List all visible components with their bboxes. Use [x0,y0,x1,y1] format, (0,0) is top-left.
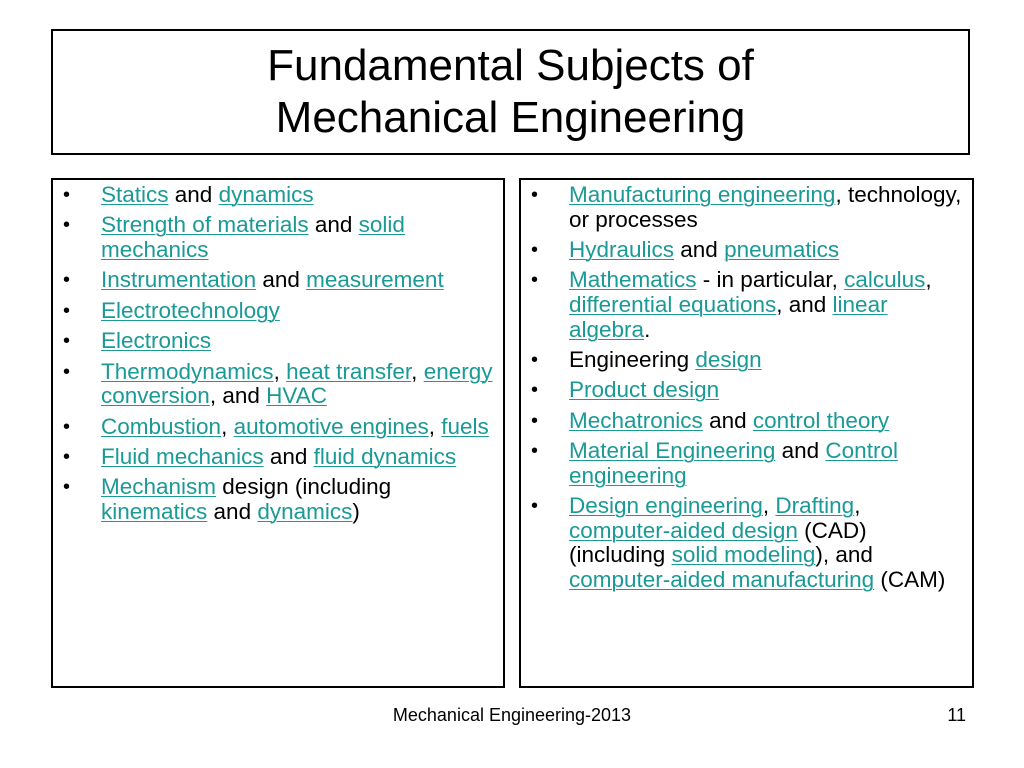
bullet-icon: • [63,214,71,237]
subject-text: , [925,267,932,293]
bullet-icon: • [63,269,71,292]
subject-list-item [53,415,503,440]
subject-text: and [775,438,826,464]
subject-link[interactable]: measurement [306,267,444,293]
subject-link[interactable]: solid mechanics [101,212,405,262]
page-number: 11 [947,705,966,725]
subject-link[interactable]: control theory [752,407,890,433]
subject-link[interactable]: Product design [569,377,720,403]
subject-link[interactable]: automotive engines [233,413,429,439]
subject-list-item [53,445,503,470]
left-subject-column [51,178,505,688]
subject-text: and [263,443,314,469]
subject-link[interactable]: Statics [101,182,169,207]
subject-link[interactable]: computer-aided design [569,517,798,543]
subject-list-item [521,378,972,403]
subject-text: , [762,493,776,519]
subject-text: and [168,182,219,207]
bullet-icon: • [63,184,71,206]
subject-link[interactable]: calculus [844,267,926,293]
subject-link[interactable]: Design engineering [569,493,763,519]
left-subject-list [53,180,503,525]
subject-link[interactable]: Electrotechnology [101,297,280,323]
subject-link[interactable]: Control engineering [569,438,898,488]
subject-link[interactable]: Strength of materials [101,212,309,238]
subject-text: , [428,413,442,439]
subject-link[interactable]: Mechanism [101,474,217,500]
bullet-icon: • [63,445,71,468]
slide-title-line-2: Mechanical Engineering [275,93,746,142]
subject-text: ), and [815,542,873,568]
subject-list-item [521,439,972,488]
subject-text: , [221,413,234,439]
bullet-icon: • [531,379,539,402]
bullet-icon: • [63,476,71,499]
bullet-icon: • [63,360,71,383]
subject-text: ) [352,498,360,524]
subject-link[interactable]: Manufacturing engineering [569,182,836,207]
bullet-icon: • [531,409,539,432]
subject-text: and [702,407,753,433]
right-subject-list [521,180,972,592]
subject-text: and [256,267,307,293]
subject-text: Engineering [569,346,696,372]
subject-text: and [674,236,725,262]
subject-link[interactable]: differential equations [569,291,777,317]
slide-title-box [51,29,970,155]
bullet-icon: • [531,440,539,463]
subject-list-item [521,238,972,263]
subject-link[interactable]: HVAC [266,383,327,409]
subject-link[interactable]: computer-aided manufacturing [569,566,875,592]
subject-link[interactable]: Mathematics [569,267,697,293]
bullet-icon: • [63,299,71,322]
subject-list-item [53,268,503,293]
subject-link[interactable]: kinematics [101,498,208,524]
subject-link[interactable]: Fluid mechanics [101,443,264,469]
subject-link[interactable]: Combustion [101,413,222,439]
subject-link[interactable]: Electronics [101,328,212,354]
subject-text: and [207,498,258,524]
subject-text: , and [776,291,833,317]
subject-list-item [521,268,972,342]
slide-footer: Mechanical Engineering-2013 [392,705,632,725]
subject-text: and [308,212,359,238]
subject-link[interactable]: dynamics [218,182,314,207]
subject-link[interactable]: Material Engineering [569,438,776,464]
bullet-icon: • [63,415,71,438]
subject-list-item [53,213,503,262]
right-subject-column [519,178,974,688]
subject-list-item [521,348,972,373]
subject-list-item [53,183,503,208]
subject-link[interactable]: Mechatronics [569,407,703,433]
slide-title-line-1: Fundamental Subjects of [267,41,754,90]
subject-link[interactable]: energy conversion [101,358,493,409]
subject-link[interactable]: linear algebra [569,291,888,342]
subject-link[interactable]: dynamics [257,498,353,524]
subject-list-item [53,329,503,354]
subject-link[interactable]: fluid dynamics [313,443,457,469]
subject-link[interactable]: Thermodynamics [101,358,274,384]
subject-text: design (including [216,474,392,500]
bullet-icon: • [531,348,539,371]
subject-list-item [521,183,972,232]
subject-list-item [53,299,503,324]
subject-text: . [644,316,651,342]
subject-link[interactable]: Instrumentation [101,267,257,293]
subject-text: , [854,493,861,519]
subject-text: , technology, or processes [569,182,962,232]
subject-text: , and [209,383,267,409]
subject-list-item [53,360,503,409]
subject-text: (CAD) (including [569,517,867,568]
subject-text: (CAM) [874,566,946,592]
subject-text: - in particular, [696,267,845,293]
bullet-icon: • [531,238,539,261]
subject-link[interactable]: Drafting [775,493,855,519]
subject-link[interactable]: design [695,346,762,372]
subject-text: , [273,358,287,384]
bullet-icon: • [531,269,539,292]
subject-link[interactable]: fuels [441,413,489,439]
bullet-icon: • [531,495,539,518]
subject-link[interactable]: heat transfer [286,358,412,384]
subject-link[interactable]: solid modeling [671,542,816,568]
subject-list-item [521,409,972,434]
bullet-icon: • [63,330,71,353]
bullet-icon: • [531,184,539,206]
subject-link[interactable]: Hydraulics [569,236,675,262]
subject-list-item [521,494,972,592]
subject-list-item [53,475,503,524]
subject-link[interactable]: pneumatics [724,236,840,262]
subject-text: , [411,358,424,384]
